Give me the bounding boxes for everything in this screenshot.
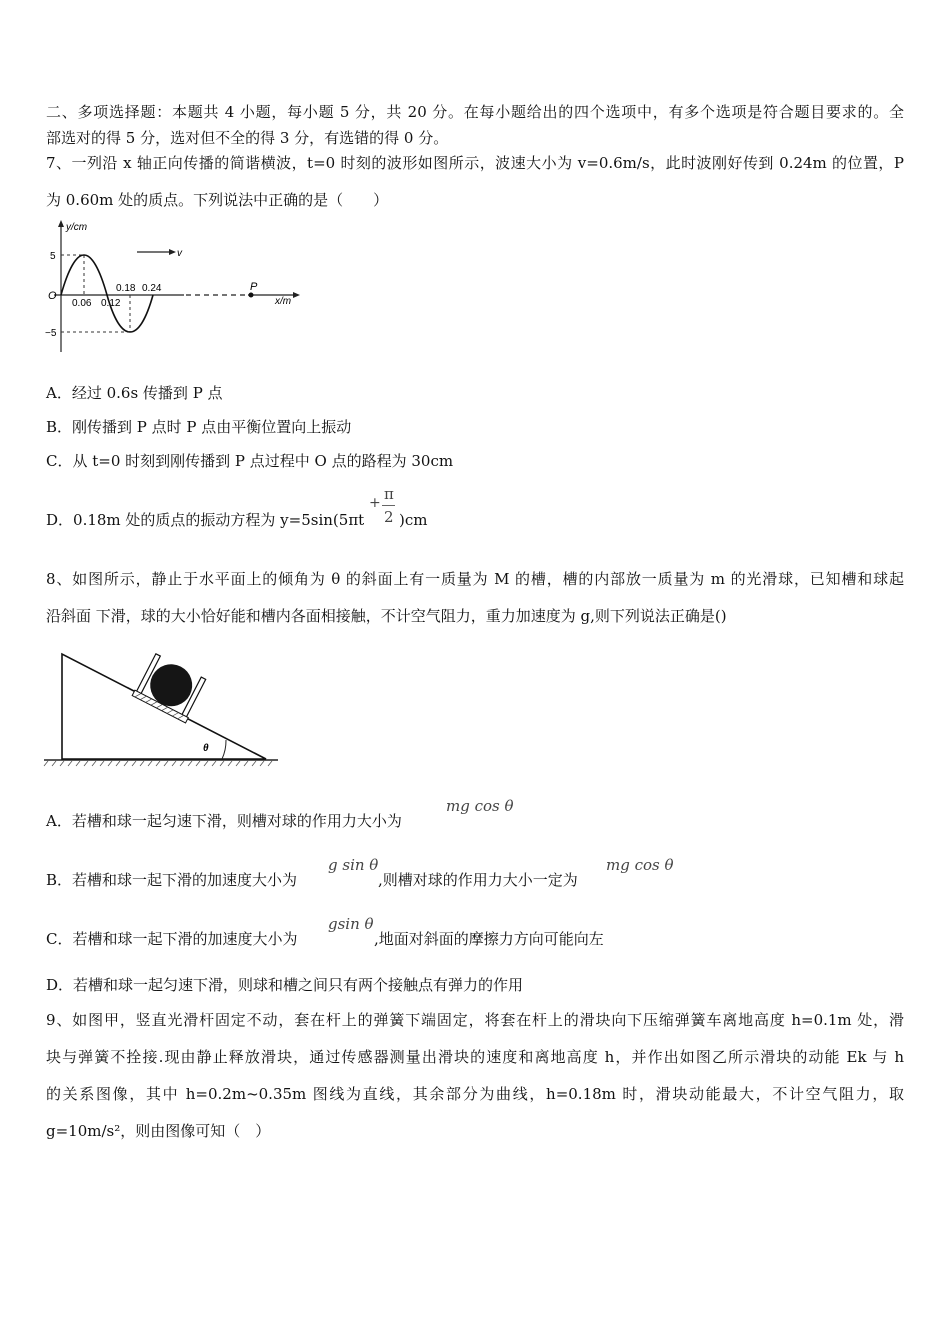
q8-stem-line-2: 沿斜面 下滑，球的大小恰好能和槽内各面相接触，不计空气阻力，重力加速度为 g,则下列说法正确是()	[46, 607, 727, 625]
x-tick-012: 0.12	[101, 298, 121, 309]
x-tick-006: 0.06	[72, 298, 92, 309]
q8-option-c-text-1: C．若槽和球一起下滑的加速度大小为	[46, 930, 298, 948]
origin-label: O	[48, 290, 57, 302]
q8-option-c-text-2: ,地面对斜面的摩擦力方向可能向左	[374, 930, 604, 948]
q9-line-2: 块与弹簧不拴接.现由静止释放滑块，通过传感器测量出滑块的速度和离地高度 h，并作出如图乙所示滑块的动能 Ek 与 h	[46, 1048, 904, 1066]
velocity-label: v	[177, 248, 182, 259]
q7-option-d-frac-bar	[382, 505, 395, 506]
x-tick-018: 0.18	[116, 283, 136, 294]
q9-line-3: 的关系图像，其中 h=0.2m~0.35m 图线为直线，其余部分为曲线，h=0.18m 时，滑块动能最大，不计空气阻力，取	[46, 1085, 904, 1103]
q8-option-c	[46, 929, 297, 949]
q7-option-c: C．从 t=0 时刻到刚传播到 P 点过程中 O 点的路程为 30cm	[46, 452, 454, 470]
x-tick-024: 0.24	[142, 283, 162, 294]
y-tick-5: 5	[50, 251, 56, 262]
q7-stem-line-1: 7、一列沿 x 轴正向传播的简谐横波，t=0 时刻的波形如图所示，波速大小为 v=0.6m/s，此时波刚好传到 0.24m 的位置，P	[46, 154, 904, 172]
q8-option-b-math-2: mg cos θ	[606, 856, 674, 874]
section-header-line-2: 部选对的得 5 分，选对但不全的得 3 分，有选错的得 0 分。	[46, 129, 449, 147]
y-axis-label: y/cm	[66, 222, 88, 233]
q8-option-a	[46, 811, 402, 831]
q9-line-1: 9、如图甲，竖直光滑杆固定不动，套在杆上的弹簧下端固定，将套在杆上的滑块向下压缩弹簧车离地高度 h=0.1m 处，滑	[46, 1011, 904, 1029]
q7-wave-figure	[40, 218, 310, 358]
x-axis-arrow	[293, 292, 300, 298]
section-header-line-1: 二、多项选择题：本题共 4 小题，每小题 5 分，共 20 分。在每小题给出的四个选项中，有多个选项是符合题目要求的。全	[46, 103, 904, 121]
q8-option-b-text-1: B．若槽和球一起下滑的加速度大小为	[46, 871, 298, 889]
q8-option-a-text: A．若槽和球一起匀速下滑，则槽对球的作用力大小为	[46, 812, 402, 830]
q7-option-d-plus: +	[369, 495, 381, 511]
q7-option-d-frac-num: π	[384, 485, 394, 503]
q7-option-d	[46, 510, 364, 530]
q8-option-d: D．若槽和球一起匀速下滑，则球和槽之间只有两个接触点有弹力的作用	[46, 976, 524, 994]
wave-curve	[61, 255, 153, 332]
x-axis-label: x/m	[275, 296, 292, 307]
y-axis-arrow	[58, 220, 64, 227]
q8-option-b	[46, 870, 297, 890]
q7-stem-line-2: 为 0.60m 处的质点。下列说法中正确的是（ ）	[46, 191, 389, 209]
q8-stem-line-1: 8、如图所示，静止于水平面上的倾角为 θ 的斜面上有一质量为 M 的槽，槽的内部放一质量为 m 的光滑球，已知槽和球起	[46, 570, 904, 588]
y-tick-neg5: −5	[45, 328, 57, 339]
point-p-label: P	[250, 281, 258, 293]
q9-line-4: g=10m/s²，则由图像可知（ ）	[46, 1122, 271, 1140]
q7-option-a: A．经过 0.6s 传播到 P 点	[46, 384, 223, 402]
q8-option-b-math-1: g sin θ	[328, 856, 379, 874]
q7-option-b: B．刚传播到 P 点时 P 点由平衡位置向上振动	[46, 418, 352, 436]
q7-option-d-prefix: D．0.18m 处的质点的振动方程为 y=5sin(5πt	[46, 511, 365, 529]
q8-option-a-math: mg cos θ	[446, 797, 514, 815]
point-p	[249, 293, 254, 298]
q8-option-c-math: gsin θ	[328, 915, 374, 933]
q8-incline-figure	[40, 638, 285, 770]
q7-option-d-frac-den: 2	[384, 508, 394, 526]
angle-label: θ	[203, 743, 209, 754]
q7-option-d-suffix: )cm	[399, 511, 428, 529]
q8-option-b-text-2: ,则槽对球的作用力大小一定为	[378, 871, 578, 889]
